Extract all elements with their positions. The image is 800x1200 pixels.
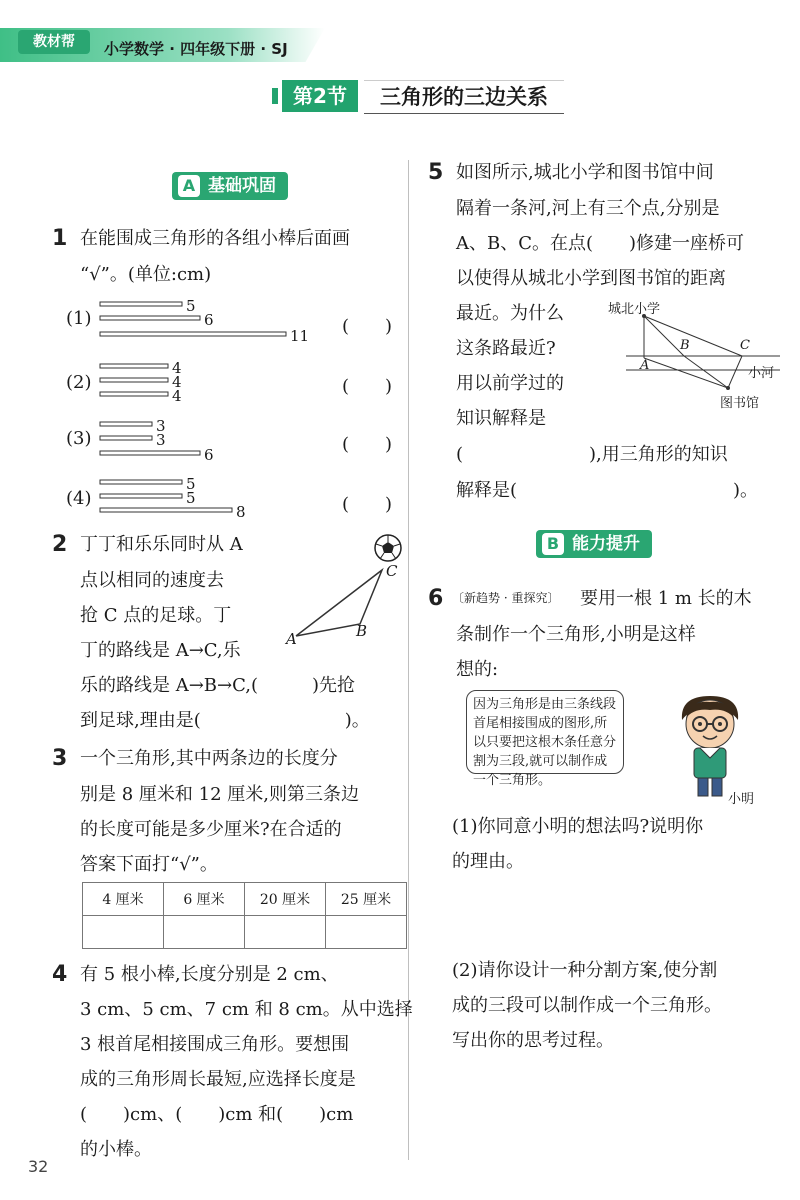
q3-option-2: 6 厘米: [164, 883, 245, 916]
q5-line3: A、B、C。在点( )修建一座桥可: [456, 233, 745, 254]
q6-sub2-line2: 成的三段可以制作成一个三角形。: [452, 995, 722, 1016]
q1-line2: “√”。(单位:cm): [80, 264, 212, 285]
q6-line3: 想的:: [456, 659, 499, 680]
q3-options-row: [83, 883, 407, 916]
q3-line2: 别是 8 厘米和 12 厘米,则第三条边: [80, 784, 359, 805]
q4-number: 4: [52, 962, 68, 987]
level-a-letter: A: [178, 175, 200, 197]
q1-group-3-label: (3): [66, 428, 92, 449]
q5-line5: 最近。为什么: [456, 303, 564, 324]
q5-map-point-a: A: [640, 358, 650, 373]
q4-line6: 的小棒。: [80, 1139, 152, 1160]
q1-group-2-len-1: 4: [172, 359, 182, 377]
q3-option-4: 25 厘米: [326, 883, 407, 916]
q5-line4: 以使得从城北小学到图书馆的距离: [456, 268, 726, 289]
q5-map-river: 小河: [748, 366, 775, 381]
q1-group-2-label: (2): [66, 372, 92, 393]
q3-line1: 一个三角形,其中两条边的长度分: [80, 748, 338, 769]
q5-map-point-c: C: [740, 338, 750, 353]
q1-group-1-answer[interactable]: ( ): [342, 316, 393, 337]
q1-group-3-answer[interactable]: ( ): [342, 434, 393, 455]
q2-triangle-figure: [280, 530, 410, 650]
q4-line5: ( )cm、( )cm 和( )cm: [80, 1104, 354, 1125]
q1-group-4-label: (4): [66, 488, 92, 509]
q1-group-3-len-2: 3: [156, 431, 166, 449]
q1-group-4-len-1: 5: [186, 475, 196, 493]
level-b-text: 能力提升: [572, 534, 640, 554]
q4-line2: 3 cm、5 cm、7 cm 和 8 cm。从中选择: [80, 999, 413, 1020]
q6-line1: 要用一根 1 m 长的木: [580, 588, 752, 609]
level-a-text: 基础巩固: [208, 176, 276, 196]
section-title: 三角形的三边关系: [364, 80, 564, 114]
q1-group-2-len-3: 4: [172, 387, 182, 405]
q5-line6: 这条路最近?: [456, 338, 556, 359]
q1-line1: 在能围成三角形的各组小棒后面画: [80, 228, 350, 249]
q3-answer-cell-2[interactable]: [164, 916, 245, 949]
q1-number: 1: [52, 226, 68, 251]
q5-line9: ( ),用三角形的知识: [456, 444, 728, 465]
q1-group-4-len-3: 8: [236, 503, 246, 521]
brand-label: 教材帮: [18, 30, 90, 54]
q3-line3: 的长度可能是多少厘米?在合适的: [80, 819, 342, 840]
q5-map-school: 城北小学: [608, 302, 661, 317]
q2-line2: 点以相同的速度去: [80, 570, 224, 591]
q3-answer-cell-4[interactable]: [326, 916, 407, 949]
q4-line1: 有 5 根小棒,长度分别是 2 cm、: [80, 964, 339, 985]
q6-sub2-line1: (2)请你设计一种分割方案,使分割: [452, 960, 718, 981]
q1-group-2-answer[interactable]: ( ): [342, 376, 393, 397]
soccer-ball-icon: [375, 535, 401, 561]
q4-line4: 成的三角形周长最短,应选择长度是: [80, 1069, 356, 1090]
q5-line7: 用以前学过的: [456, 373, 564, 394]
q5-line8: 知识解释是: [456, 408, 546, 429]
q6-character-name: 小明: [728, 792, 755, 807]
q3-answer-table: [82, 882, 407, 949]
section-label: 第2节: [282, 80, 358, 112]
q2-point-a: A: [286, 630, 297, 648]
q6-number: 6: [428, 586, 444, 611]
page-number: 32: [28, 1157, 49, 1176]
q5-number: 5: [428, 160, 444, 185]
q1-group-2-len-2: 4: [172, 373, 182, 391]
q1-group-3-len-1: 3: [156, 417, 166, 435]
q5-map-point-b: B: [680, 338, 690, 353]
level-b-badge: [536, 530, 652, 558]
q5-line1: 如图所示,城北小学和图书馆中间: [456, 162, 714, 183]
q4-line3: 3 根首尾相接围成三角形。要想围: [80, 1034, 350, 1055]
q5-line2: 隔着一条河,河上有三个点,分别是: [456, 198, 720, 219]
q1-group-3-len-3: 6: [204, 446, 214, 464]
q1-group-4-answer[interactable]: ( ): [342, 494, 393, 515]
q2-line1: 丁丁和乐乐同时从 A: [80, 534, 243, 555]
q1-group-1-len-3: 11: [290, 327, 310, 345]
q2-line3: 抢 C 点的足球。丁: [80, 605, 232, 626]
q1-group-1-label: (1): [66, 308, 92, 329]
q5-map-library: 图书馆: [720, 396, 760, 411]
q5-line10: 解释是( )。: [456, 480, 759, 501]
q2-line5: 乐的路线是 A→B→C,( )先抢: [80, 675, 356, 696]
level-b-letter: B: [542, 533, 564, 555]
q3-line4: 答案下面打“√”。: [80, 854, 218, 875]
q1-group-1-len-2: 6: [204, 311, 214, 329]
q3-option-1: 4 厘米: [83, 883, 164, 916]
q1-group-4-len-2: 5: [186, 489, 196, 507]
q2-line6: 到足球,理由是( )。: [80, 710, 370, 731]
q1-group-2: [100, 364, 168, 396]
q3-answer-cell-1[interactable]: [83, 916, 164, 949]
level-a-badge: [172, 172, 288, 200]
q2-point-c: C: [386, 562, 398, 580]
q3-number: 3: [52, 746, 68, 771]
q3-answer-cell-3[interactable]: [245, 916, 326, 949]
q6-sub2-line3: 写出你的思考过程。: [452, 1030, 614, 1051]
q6-tag: 〔新趋势 · 重探究〕: [452, 591, 560, 605]
q1-group-4: [100, 480, 232, 512]
q6-sub1-line1: (1)你同意小明的想法吗?说明你: [452, 816, 704, 837]
q2-point-b: B: [356, 622, 368, 640]
header-title: 小学数学 · 四年级下册 · SJ: [104, 40, 288, 58]
q3-answer-row[interactable]: [83, 916, 407, 949]
q3-option-3: 20 厘米: [245, 883, 326, 916]
boy-avatar-icon: [670, 690, 750, 800]
q6-line2: 条制作一个三角形,小明是这样: [456, 624, 696, 645]
q6-speech-bubble: 因为三角形是由三条线段首尾相接围成的图形,所以只要把这根木条任意分割为三段,就可以制作成一个三角形。: [466, 690, 624, 774]
q1-group-3: [100, 422, 200, 455]
q1-group-1-len-1: 5: [186, 297, 196, 315]
q2-line4: 丁的路线是 A→C,乐: [80, 640, 241, 661]
q2-number: 2: [52, 532, 68, 557]
q6-sub1-line2: 的理由。: [452, 851, 524, 872]
